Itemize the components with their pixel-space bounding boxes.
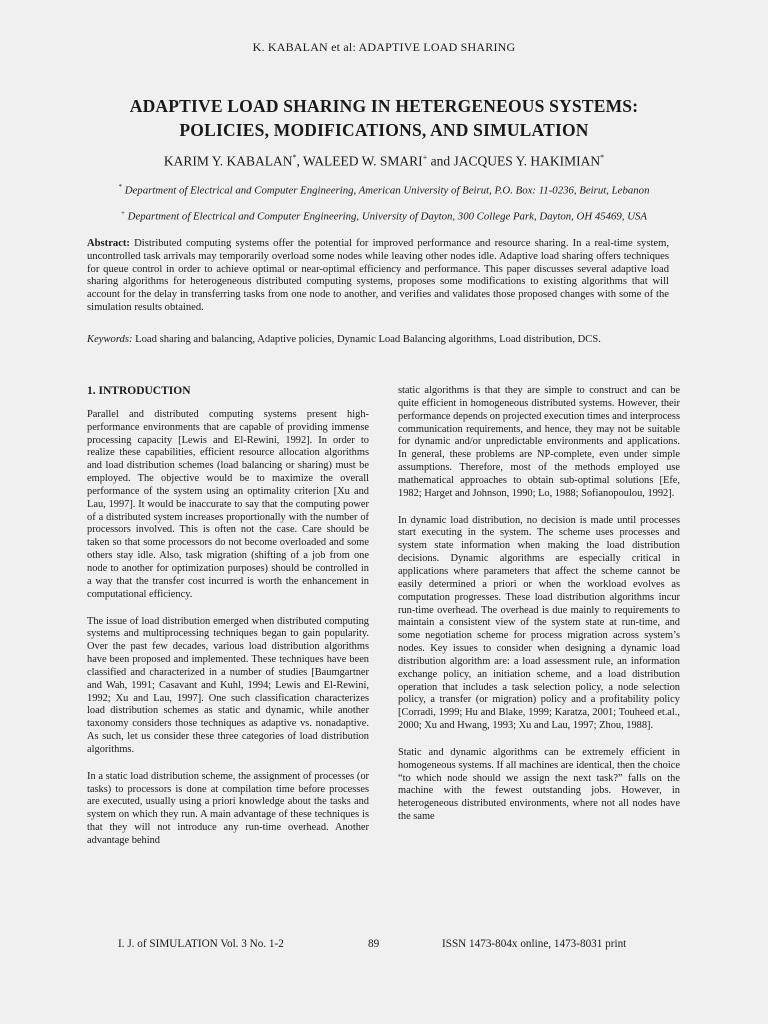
affiliation-1	[0, 183, 768, 197]
title-line-2: POLICIES, MODIFICATIONS, AND SIMULATION	[179, 120, 589, 140]
affiliation-2	[0, 209, 768, 223]
author-1-mark: *	[292, 153, 297, 162]
page-number: 89	[368, 938, 380, 950]
paragraph: Parallel and distributed computing systems present high-performance environments that are capable of providing immense processing capacity [Lewis and El-Rewini, 1992]. In order to realize these capabilities, efficient resource allocation algorithms and load distribution schemes (load balancing or sharing) must be employed. The objective would be to maximize the overall performance of the system using an optimality criterion [Xu and Lau, 1997]. It would be inaccurate to say that the computing power of a distributed system increases proportionally with the number of processors involved. This is often not the case. Care should be taken so that some processors do not become overloaded and some others stay idle. Also, task migration (shifting of a job from one node to another for optimization purposes) should be controlled in a way that the transfer cost incurred is worth the enhancement in computational efficiency.	[87, 408, 369, 600]
abstract-label: Abstract:	[87, 238, 130, 249]
paragraph: The issue of load distribution emerged when distributed computing systems and multiprocessing techniques began to gain popularity. Over the past few decades, various load distribution algorithms have been proposed and implemented. These techniques have been classified and characterized in a number of studies [Baumgartner and Wah, 1991; Casavant and Kuhl, 1994; Lewis and El-Rewini, 1992; Xu and Lau, 1997]. One such classification characterizes load distribution schemes as static and dynamic, while another taxonomy considers those techniques as adaptive vs. nonadaptive. As such, let us consider these three categories of load distribution algorithms.	[87, 615, 369, 755]
author-3: and JACQUES Y. HAKIMIAN	[427, 153, 601, 169]
keywords-label: Keywords:	[87, 334, 133, 345]
affiliation-2-text: Department of Electrical and Computer Engineering, University of Dayton, 300 College Park, Dayton, OH 45469, USA	[127, 210, 648, 223]
abstract-text: Distributed computing systems offer the potential for improved performance and resource sharing. In a real-time system, uncontrolled task arrivals may temporarily overload some nodes while leaving other nodes idle. Adaptive load sharing offers techniques for queue control in order to achieve optimal or near-optimal efficiency and performance. This paper discusses several adaptive load sharing algorithms for heterogeneous distributed computing systems, proposes some modifications to existing algorithms that will account for the delay in transferring tasks from one node to another, and verifies and validates those proposed changes with some of the simulation results obtained.	[87, 238, 669, 313]
left-column	[87, 385, 369, 862]
affiliation-1-text: Department of Electrical and Computer Engineering, American University of Beirut, P.O. Box: 11-0236, Beirut, Lebanon	[124, 184, 650, 197]
paragraph: In a static load distribution scheme, the assignment of processes (or tasks) to processors is done at compilation time before processes are executed, usually using a priori knowledge about the tasks and system on which they run. A main advantage of these techniques is that they will not introduce any run-time overhead. Another advantage behind	[87, 770, 369, 846]
abstract	[87, 238, 669, 315]
paper-title	[60, 94, 708, 142]
affiliation-2-mark: +	[120, 209, 125, 217]
author-2-mark: +	[422, 153, 428, 162]
footer-journal: I. J. of SIMULATION Vol. 3 No. 1-2	[118, 938, 284, 950]
section-heading-introduction: 1. INTRODUCTION	[87, 385, 191, 397]
author-2: , WALEED W. SMARI	[296, 153, 423, 169]
keywords-text: Load sharing and balancing, Adaptive policies, Dynamic Load Balancing algorithms, Load distribution, DCS.	[132, 334, 601, 345]
author-list	[0, 153, 768, 170]
keywords	[87, 333, 687, 346]
affiliation-1-mark: *	[118, 183, 122, 191]
paragraph: In dynamic load distribution, no decision is made until processes start executing in the system. The scheme uses processes and system state information when making the load distribution decisions. Dynamic algorithms are especially critical in applications where parameters that affect the scheme cannot be easily determined a priori or when the workload evolves as computation progresses. These load distribution algorithms incur run-time overhead. The overhead is due mainly to requirements to maintain a consistent view of the system state at run-time, and some negotiation scheme for process migration across system’s nodes. Key issues to consider when designing a dynamic load distribution algorithm are: a load assessment rule, an information exchange policy, an initiation scheme, and a load distribution operation that includes a task selection policy, a node selection policy, a transfer (or migration) policy and a profitability policy [Corradi, 1999; Hu and Blake, 1999; Karatza, 2001; Touheed et.al., 2000; Xu and Hwang, 1993; Xu and Lau, 1997; Zhou, 1988].	[398, 514, 680, 732]
right-column	[398, 385, 680, 838]
running-head: K. KABALAN et al: ADAPTIVE LOAD SHARING	[252, 40, 516, 54]
title-line-1: ADAPTIVE LOAD SHARING IN HETERGENEOUS SYSTEMS:	[129, 96, 639, 116]
author-3-mark: *	[600, 153, 605, 162]
author-1: KARIM Y. KABALAN	[163, 153, 293, 169]
paragraph: Static and dynamic algorithms can be extremely efficient in homogeneous systems. If all machines are identical, then the choice “to which node should we assign the next task?” falls on the machine with the fewest outstanding jobs. However, in heterogeneous distributed environments, where not all nodes have the same	[398, 746, 680, 823]
footer-issn: ISSN 1473-804x online, 1473-8031 print	[442, 938, 627, 950]
paragraph: static algorithms is that they are simple to construct and can be quite efficient in homogeneous distributed systems. However, their performance depends on projected execution times and interprocess communication requirements, and hence, they may not be suitable for dynamic and/or unpredictable environments and applications. In general, these problems are NP-complete, even under simple assumptions. Therefore, most of the methods employed use mathematical approaches to obtain sub-optimal solutions [Efe, 1982; Harget and Johnson, 1990; Lo, 1988; Sofianopoulou, 1992].	[398, 385, 680, 499]
